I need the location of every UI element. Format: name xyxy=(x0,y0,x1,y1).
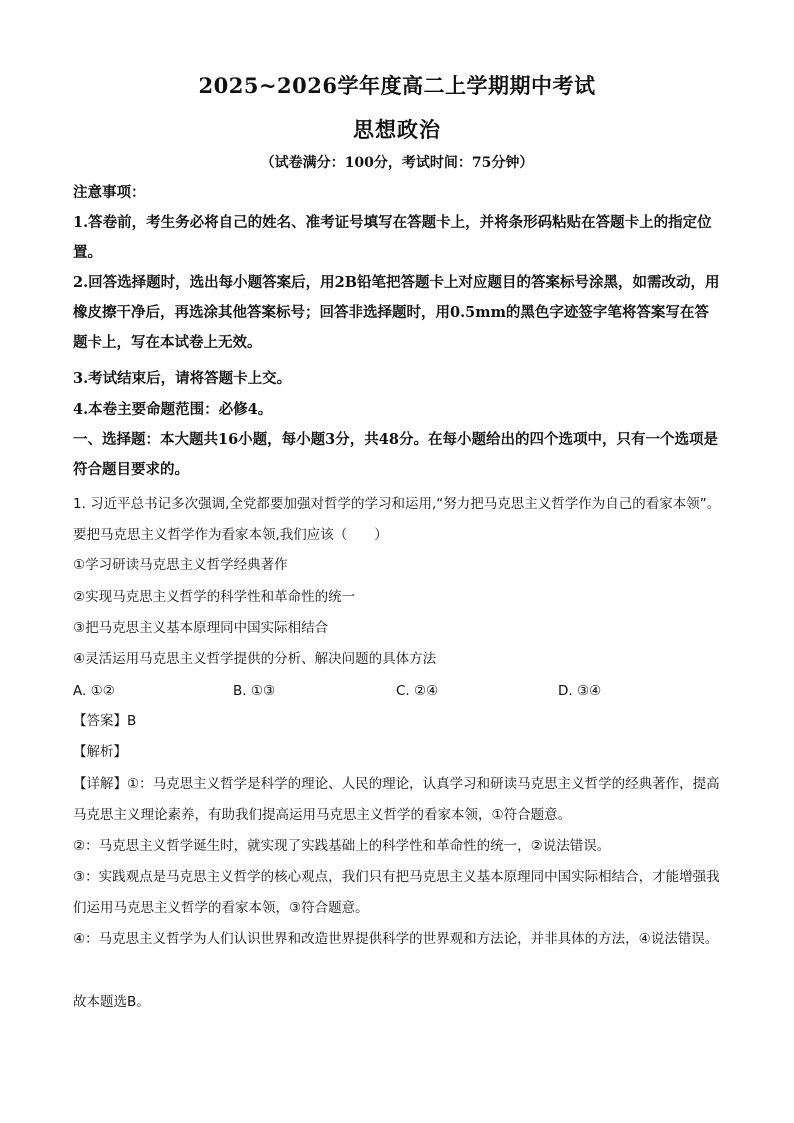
analysis-conclusion: 故本题选B。 xyxy=(73,994,150,1010)
notice-item-4: 4.本卷主要命题范围：必修4。 xyxy=(73,401,273,418)
option-b[interactable]: B. ①③ xyxy=(233,683,276,699)
question-stem: 1. 习近平总书记多次强调,全党都要加强对哲学的学习和运用,“努力把马克思主义哲学作为自己的看家本领”。要把马克思主义哲学作为看家本领,我们应该（ ） xyxy=(73,496,721,543)
exam-subject: 思想政治 xyxy=(353,117,441,142)
notice-heading: 注意事项： xyxy=(73,184,146,201)
answer-line: 【答案】B xyxy=(73,713,137,729)
analysis-detail-4: ④：马克思主义哲学为人们认识世界和改造世界提供科学的世界观和方法论，并非具体的方法，④说法错误。 xyxy=(73,931,719,947)
section-heading: 一、选择题：本大题共16小题，每小题3分，共48分。在每小题给出的四个选项中，只有一个选项是符合题目要求的。 xyxy=(73,431,718,478)
option-c[interactable]: C. ②④ xyxy=(396,683,439,699)
statement-3: ③把马克思主义基本原理同中国实际相结合 xyxy=(73,620,329,636)
analysis-label: 【解析】 xyxy=(73,744,127,760)
notice-item-3: 3.考试结束后，请将答题卡上交。 xyxy=(73,370,292,387)
statement-2: ②实现马克思主义哲学的科学性和革命性的统一 xyxy=(73,589,356,605)
analysis-detail-1: 【详解】①：马克思主义哲学是科学的理论、人民的理论，认真学习和研读马克思主义哲学的经典著作，提高马克思主义理论素养，有助我们提高运用马克思主义哲学的看家本领，①符合题意。 xyxy=(73,776,720,823)
answer-options xyxy=(73,676,723,707)
notice-item-2: 2.回答选择题时，选出每小题答案后，用2B铅笔把答题卡上对应题目的答案标号涂黑，如需改动，用橡皮擦干净后，再选涂其他答案标号；回答非选择题时，用0.5mm的黑色字迹签字笔将答案写在答题卡上，写在本试卷上无效。 xyxy=(73,274,720,351)
option-d[interactable]: D. ③④ xyxy=(558,683,602,699)
analysis-detail-3: ③：实践观点是马克思主义哲学的核心观点，我们只有把马克思主义基本原理同中国实际相结合，才能增强我们运用马克思主义哲学的看家本领，③符合题意。 xyxy=(73,869,720,916)
exam-meta: （试卷满分：100分，考试时间：75分钟） xyxy=(260,155,534,171)
statement-4: ④灵活运用马克思主义哲学提供的分析、解决问题的具体方法 xyxy=(73,651,437,667)
notice-item-1: 1.答卷前，考生务必将自己的姓名、准考证号填写在答题卡上，并将条形码粘贴在答题卡上的指定位置。 xyxy=(73,214,712,261)
analysis-detail-2: ②：马克思主义哲学诞生时，就实现了实践基础上的科学性和革命性的统一，②说法错误。 xyxy=(73,838,611,854)
statement-1: ①学习研读马克思主义哲学经典著作 xyxy=(73,557,288,573)
option-a[interactable]: A. ①② xyxy=(73,683,115,699)
exam-title: 2025~2026学年度高二上学期期中考试 xyxy=(198,73,596,98)
